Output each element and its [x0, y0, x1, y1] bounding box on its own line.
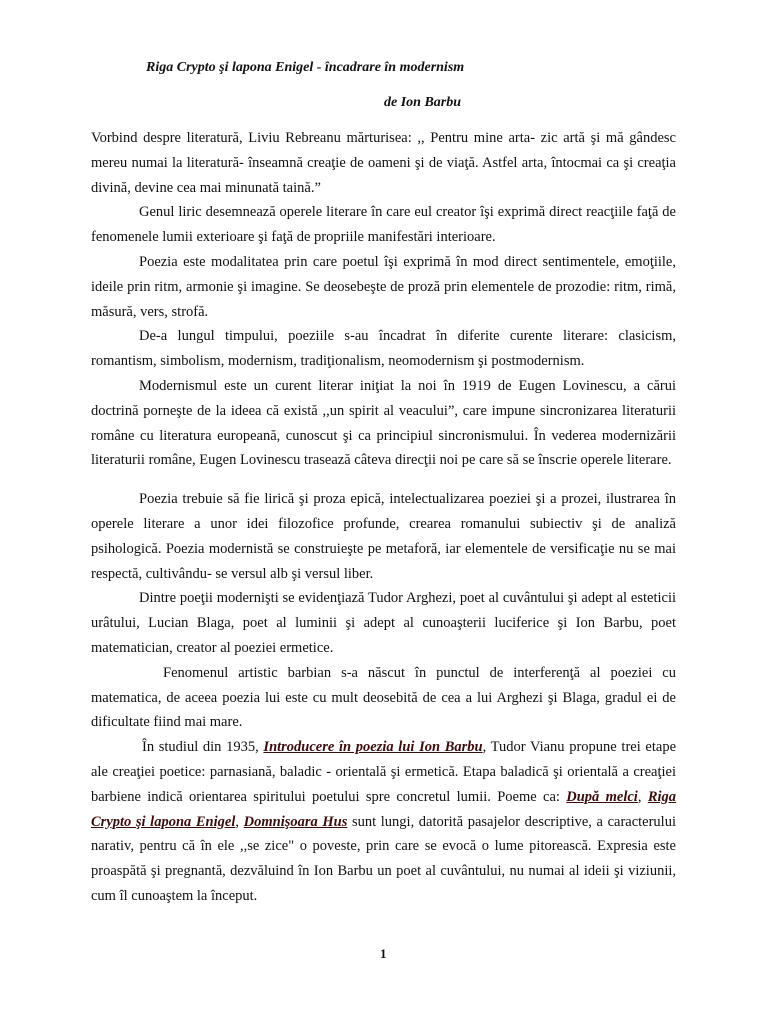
paragraph: Fenomenul artistic barbian s-a născut în punctul de interferenţă al poeziei cu matematica, de aceea poezia lui este cu mult deosebită de cea a lui Arghezi şi Blaga, gradul ei de dificultate fiind mai mare.: [91, 664, 676, 731]
page-number: 1: [380, 946, 387, 961]
paragraph-text: , Tudor Vianu propune trei etape ale creaţiei poetice: parnasiană, baladic - orientală şi ermetică. Etapa baladică şi orientală a creaţiei barbiene indică orientarea spiritului poetului spre concretul lumii. Poeme ca:: [91, 739, 676, 805]
paragraph-text: ,: [235, 813, 244, 830]
document-author: de Ion Barbu: [384, 95, 462, 110]
paragraph-text: ,: [637, 788, 648, 805]
paragraph: Poezia este modalitatea prin care poetul îşi exprimă în mod direct sentimentele, emoţiile, ideile prin ritm, armonie şi imagine. Se deosebeşte de proză prin elementele de prozodie: ritm, rimă, măsură, vers, strofă.: [91, 253, 676, 320]
paragraph: Vorbind despre literatură, Liviu Rebreanu mărturisea: ,, Pentru mine arta- zic artă şi mă gândesc mereu numai la literatură- înseamnă creaţie de oameni şi de viaţă. Astfel arta, întocmai ca şi creaţia divină, devine cea mai minunată taină.”: [91, 130, 676, 196]
document-body: [91, 126, 676, 909]
paragraph: [91, 735, 676, 909]
work-title-reference: După melci: [566, 788, 638, 805]
paragraph: Genul liric desemnează operele literare în care eul creator îşi exprimă direct reacţiile faţă de fenomenele lumii exterioare şi faţă de propriile manifestări interioare.: [91, 204, 676, 246]
work-title-reference: Riga Crypto şi lapona Enigel: [91, 788, 677, 830]
work-title-reference: Domnişoara Hus: [243, 813, 348, 830]
work-title-reference: Introducere în poezia lui Ion Barbu: [263, 739, 483, 756]
paragraph: Modernismul este un curent literar iniţiat la noi în 1919 de Eugen Lovinescu, a cărui doctrină porneşte de la ideea că există ,,un spirit al veacului”, care impune sincronizarea literaturii române cu literatura europeană, cunoscut şi ca principiul sincronismului. În vederea modernizării literaturii române, Eugen Lovinescu trasează câteva direcţii noi pe care să se înscrie operele literare.: [91, 377, 676, 469]
paragraph-text: În studiul din 1935,: [142, 739, 264, 756]
paragraph: Dintre poeţii modernişti se evidenţiază Tudor Arghezi, poet al cuvântului şi adept al esteticii urâtului, Lucian Blaga, poet al luminii şi adept al cunoaşterii luciferice şi Ion Barbu, poet matematician, creator al poeziei ermetice.: [91, 590, 676, 656]
document-title: Riga Crypto şi lapona Enigel - încadrare în modernism: [146, 60, 465, 75]
paragraph: De-a lungul timpului, poeziile s-au încadrat în diferite curente literare: clasicism, romantism, simbolism, modernism, tradiţionalism, neomodernism şi postmodernism.: [91, 328, 676, 370]
paragraph: Poezia trebuie să fie lirică şi proza epică, intelectualizarea poeziei şi a prozei, ilustrarea în operele literare a unor idei filozofice profunde, crearea romanului subiectiv şi de analiză psihologică. Poezia modernistă se construieşte pe metaforă, iar elementele de versificaţie nu se mai respectă, cultivându- se versul alb şi versul liber.: [91, 491, 676, 582]
paragraph-text: sunt lungi, datorită pasajelor descriptive, a caracterului narativ, pentru că în ele ,,se zice" o poveste, prin care se evocă o lume pitorească. Expresia este proaspătă şi pregnantă, dezvăluind în Ion Barbu un poet al cuvântului, nu numai al ideii şi viziunii, cum îl cunoaştem la început.: [91, 813, 676, 904]
